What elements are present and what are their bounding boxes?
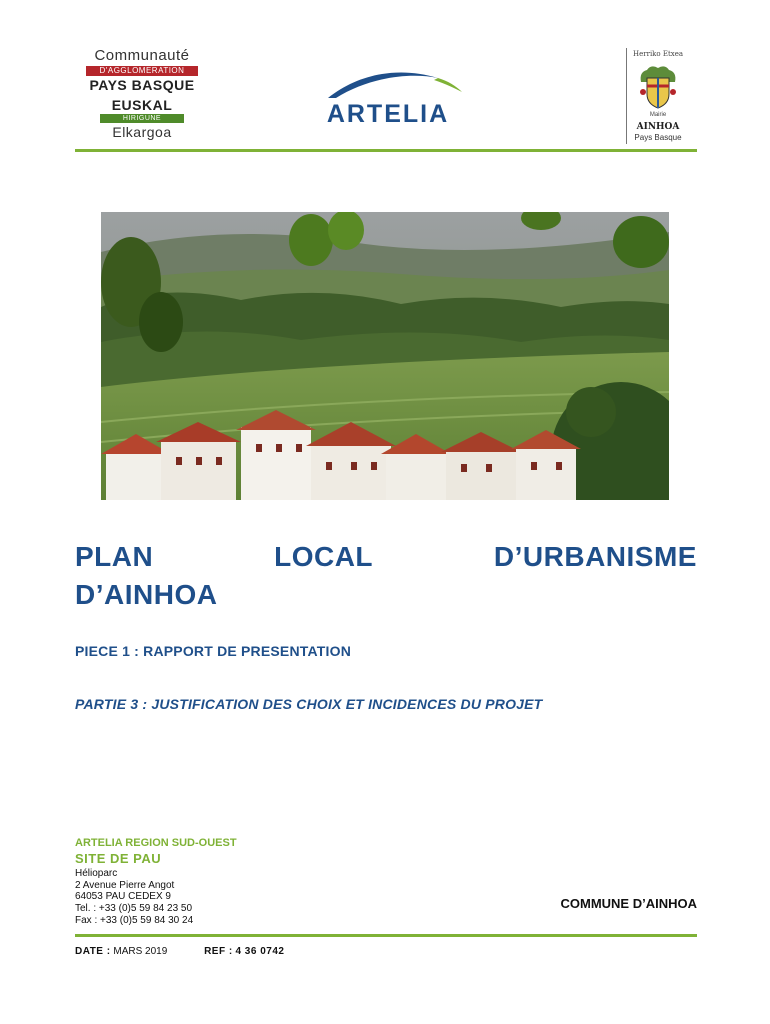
title-word-local: LOCAL xyxy=(274,541,374,572)
title-word-plan: PLAN xyxy=(75,541,154,572)
logo-band-hirigune: HIRIGUNE xyxy=(100,114,184,123)
mairie-commune-name: AINHOA xyxy=(636,122,680,132)
date-ref-bar xyxy=(75,946,284,957)
logo-line-euskal: EUSKAL xyxy=(111,97,173,113)
address-block xyxy=(75,868,193,927)
artelia-region-label: ARTELIA REGION SUD-OUEST xyxy=(75,837,237,849)
artelia-swoosh-icon xyxy=(288,64,488,104)
partie-subtitle: PARTIE 3 : JUSTIFICATION DES CHOIX ET INCIDENCES DU PROJET xyxy=(75,696,543,712)
title-word-urbanisme: D’URBANISME xyxy=(493,541,697,572)
phone-line: Tel. : +33 (0)5 59 84 23 50 xyxy=(75,903,193,915)
site-label: SITE DE PAU xyxy=(75,851,162,866)
artelia-logo xyxy=(288,64,488,128)
footer-divider xyxy=(75,934,697,937)
date-label: DATE : xyxy=(75,946,111,957)
address-line: 2 Avenue Pierre Angot xyxy=(75,879,175,891)
commune-label: COMMUNE D’AINHOA xyxy=(560,896,697,911)
village-landscape-image xyxy=(101,212,669,500)
agglomeration-logo xyxy=(82,48,202,144)
address-line: 64053 PAU CEDEX 9 xyxy=(75,891,171,903)
logo-line-elkargoa: Elkargoa xyxy=(112,124,172,140)
logo-line-pays-basque: PAYS BASQUE xyxy=(89,77,195,93)
ref-value: 4 36 0742 xyxy=(235,946,285,957)
date-value: MARS 2019 xyxy=(113,946,168,957)
ainhoa-mairie-logo xyxy=(626,48,689,144)
cover-photo xyxy=(101,212,669,500)
title-line-ainhoa: D’AINHOA xyxy=(75,579,218,610)
logo-line-communaute: Communauté xyxy=(94,47,190,64)
header-divider xyxy=(75,149,697,152)
artelia-wordmark: ARTELIA xyxy=(326,100,450,128)
logo-band-agglomeration: D'AGGLOMERATION xyxy=(86,66,198,76)
mairie-region-name: Pays Basque xyxy=(634,133,682,142)
coat-of-arms-icon xyxy=(637,62,679,110)
ref-label: REF : xyxy=(204,946,233,957)
mairie-label: Mairie xyxy=(649,112,667,118)
mairie-logo-top-text: Herriko Etxea xyxy=(633,50,684,58)
fax-line: Fax : +33 (0)5 59 84 30 24 xyxy=(75,914,194,926)
piece-subtitle: PIECE 1 : RAPPORT DE PRESENTATION xyxy=(75,643,352,659)
document-title xyxy=(75,538,697,614)
address-line: Hélioparc xyxy=(75,868,118,879)
